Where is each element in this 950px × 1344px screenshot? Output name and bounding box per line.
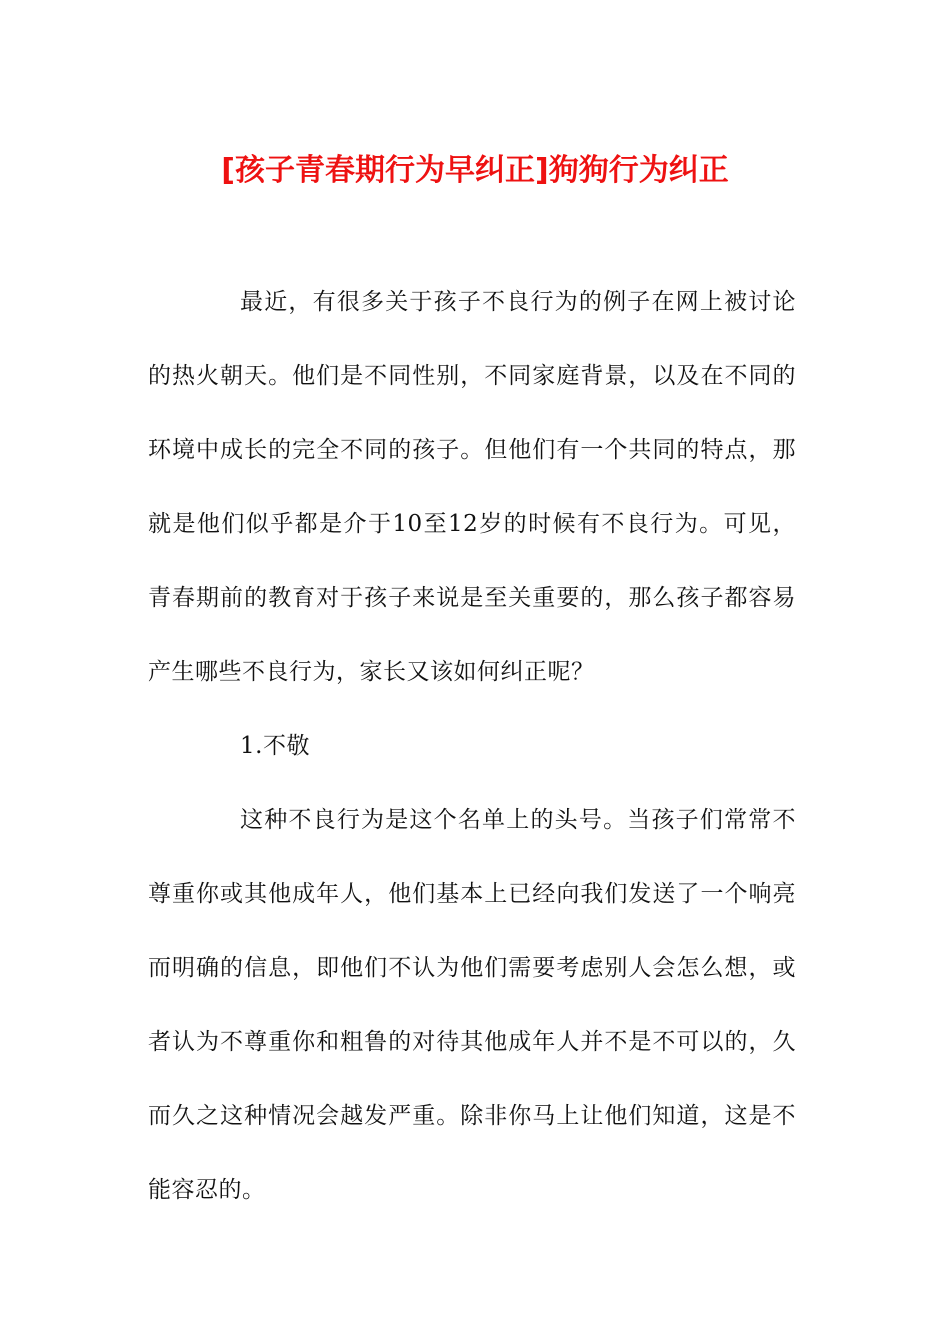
section-heading-text: 1.不敬	[240, 733, 310, 759]
paragraph-line: 者认为不尊重你和粗鲁的对待其他成年人并不是不可以的，久	[148, 1029, 796, 1055]
section-heading	[148, 721, 796, 795]
paragraph-line: 尊重你或其他成年人，他们基本上已经向我们发送了一个响亮	[148, 881, 796, 907]
paragraph-intro	[148, 277, 796, 721]
paragraph-line: 青春期前的教育对于孩子来说是至关重要的，那么孩子都容易	[148, 585, 796, 611]
paragraph-line: 最近，有很多关于孩子不良行为的例子在网上被讨论	[240, 289, 796, 315]
paragraph-line: 这种不良行为是这个名单上的头号。当孩子们常常不	[240, 807, 796, 833]
paragraph-line: 而久之这种情况会越发严重。除非你马上让他们知道，这是不	[148, 1103, 796, 1129]
paragraph-line: 的热火朝天。他们是不同性别，不同家庭背景，以及在不同的	[148, 363, 796, 389]
paragraph-line: 而明确的信息，即他们不认为他们需要考虑别人会怎么想，或	[148, 955, 796, 981]
paragraph-line: 产生哪些不良行为，家长又该如何纠正呢？	[148, 659, 595, 685]
paragraph-line: 环境中成长的完全不同的孩子。但他们有一个共同的特点，那	[148, 437, 796, 463]
paragraph-disrespect	[148, 795, 796, 1239]
paragraph-line: 就是他们似乎都是介于10至12岁的时候有不良行为。可见，	[148, 511, 796, 537]
document-body	[148, 277, 796, 1239]
document-title: [孩子青春期行为早纠正]狗狗行为纠正	[221, 153, 729, 188]
paragraph-line: 能容忍的。	[148, 1177, 266, 1203]
